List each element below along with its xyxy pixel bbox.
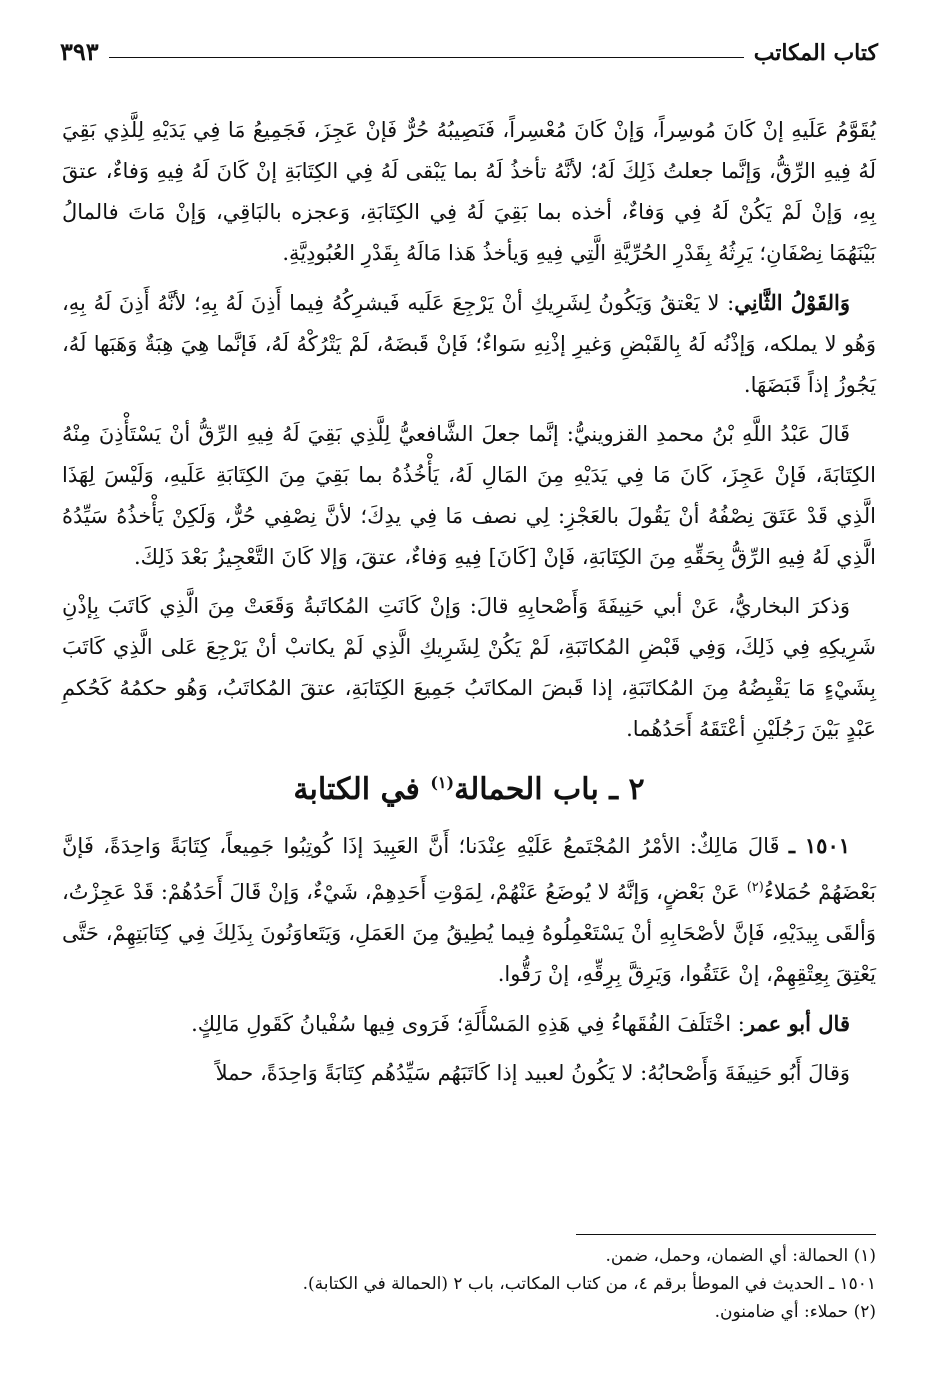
abu-umar-text: : اخْتَلَفَ الفُقَهاءُ فِي هَذِهِ المَسْأَلَةِ؛ فَرَوى فِيها سُفْيانُ كَقَولِ مَالِكٍ. bbox=[191, 1012, 745, 1036]
paragraph-3: قَالَ عَبْدُ اللَّهِ بْنُ محمدِ القزوينيُّ: إنَّما جعلَ الشَّافعيُّ لِلَّذِي بَقِيَ لَهُ فِيهِ الرِّقُّ أنْ يَسْتَأْذِنَ مِنْهُ الكِتَابَةَ، فَإنْ عَجِزَ، كَانَ مَا فِي يَدَيْهِ مِنَ المَالِ لَهُ، يَأْخُذُهُ بما بَقِيَ مِنَ الكِتَابَةِ عَلَيهِ، وَلَيْسَ لِهَذَا الَّذِي قَدْ عَتَقَ نِصْفُهُ أنْ يَقُولَ بالعَجْزِ: لِي نصف مَا فِي يدِكَ؛ لأنَّ نِصْفِي حُرٌّ، وَلَكِنْ يَأْخذُهُ سَيِّدُهُ الَّذِي لَهُ فِيهِ الرِّقُّ بِحَقِّهِ مِنَ الكِتَابَةِ، فَإنْ [كَانَ] فِيهِ وَفاءٌ، عتقَ، وَإلا كَانَ التَّعْجِيزُ بَعْدَ ذَلِكَ. bbox=[62, 422, 876, 569]
paragraph-1: يُقَوَّمُ عَلَيهِ إنْ كَانَ مُوسِراً، وَإنْ كَانَ مُعْسِراً، فَنَصِيبُهُ حُرٌّ فَإنْ عَجِزَ، فَجَمِيعُ مَا فِي يَدَيْهِ لِلَّذِي بَقِيَ لَهُ فِيهِ الرِّقُّ، وَإنَّما جعلتُ ذَلِكَ لَهُ؛ لأنَّهُ تأخذُ لَهُ بما يَبْقى لَهُ فِي الكِتَابَةِ إنْ كَانَ لَهُ فِيهِ وَفاءٌ، عتقَ بِهِ، وَإنْ لَمْ يَكُنْ لَهُ فِي وَفاءٌ، أخذه بما بَقِيَ لَهُ فِي الكِتَابَةِ، وَعجزه بالبَاقِي، وَإنْ مَاتَ فالمالُ بَيْنَهُمَا نِصْفَانِ؛ يَرِثُهُ بِقَدْرِ الحُرِّيَّةِ الَّتِي فِيهِ وَيأخذُ هَذا مَالَهُ بِقَدْرِ العُبُودِيَّةِ. bbox=[62, 118, 876, 265]
chapter-heading bbox=[62, 758, 876, 815]
footnote-hadith: ١٥٠١ ـ الحديث في الموطأ برقم ٤، من كتاب المكاتب، باب ٢ (الحمالة في الكتابة). bbox=[302, 1274, 876, 1294]
footnote-2: (٢) حملاء: أي ضامنون. bbox=[714, 1302, 876, 1322]
hadith-footnote-mark: (٢) bbox=[746, 880, 764, 895]
footnote-separator bbox=[576, 1234, 876, 1235]
page-number: ٣٩٣ bbox=[60, 37, 99, 66]
paragraph-2-text: : لا يَعْتقُ وَيَكُونُ لِشَرِيكِ أنْ يَرْجِعَ عَلَيه فَيشرِكُهُ فِيما أَذِنَ لَهُ بِهِ؛ لأنَّهُ أَذِنَ لَهُ بِهِ، وَهُو لا يملكه، وَإذْنُه لَهُ بِالقَبْضِ وَغيرِ إذْنِهِ سَواءٌ؛ فَإنْ قَبضَهُ، لَمْ يَتْرُكْهُ لَهُ، فَإنَّما هِيَ هِبَةٌ وَهَبَها لَهُ، يَجُوزُ إذاً قَبَضَهَا. bbox=[62, 291, 876, 397]
chapter-title-suffix: في الكتابة bbox=[293, 772, 431, 807]
chapter-footnote-mark: (١) bbox=[430, 773, 455, 792]
paragraph-2 bbox=[62, 282, 876, 406]
header-rule bbox=[109, 57, 744, 58]
hadith-number: ١٥٠١ ـ bbox=[788, 833, 851, 858]
main-text bbox=[62, 110, 876, 1102]
chapter-title: ٢ ـ باب الحمالة bbox=[454, 772, 645, 807]
abu-umar-paragraph bbox=[62, 1003, 876, 1045]
hadith-text-b: عَنْ بَعْضٍ، وَإنَّهُ لا يُوضَعُ عَنْهُمْ، لِمَوْتِ أَحَدِهِمْ، شَيْءٌ، وَإنْ قَالَ أَحَدُهُمْ: قَدْ عَجِزْتُ، وَألقَى بِيدَيْهِ، فَإنَّ لأصْحَابِهِ أنْ يَسْتَعْمِلُوهُ فِيما يُطِيقُ مِنَ العَمَلِ، وَيَتَعاوَنُونَ بِذَلِكَ فِي كِتَابَتِهِمْ، حَتَّى يَعْتِقَ بِعِتْقِهِمْ، إنْ عَتَقُوا، وَيَرِقَّ بِرِقِّهِ، إنْ رَقُّوا. bbox=[62, 880, 876, 986]
hadith-text-a: قَالَ مَالِكٌ: الأمْرُ المُجْتَمعُ عَلَيْهِ عِنْدَنا؛ أَنَّ العَبِيدَ إذَا كُوتِبُوا جَمِيعاً، كِتَابَةً وَاحِدَةً، فَإنَّ بَعْضَهُمْ حُمَلاءُ bbox=[62, 834, 876, 904]
running-title: كتاب المكاتب bbox=[753, 40, 878, 66]
footnotes bbox=[62, 1242, 876, 1326]
last-paragraph: وَقالَ أَبُو حَنِيفَةَ وَأَصْحابُهُ: لا يَكُونُ لعبيد إذا كَاتَبَهُم سَيِّدُهُم كِتَابَةً وَاحِدَةً، حملاً bbox=[215, 1061, 850, 1085]
second-opinion-lead: وَالقَوْلُ الثَّانِي bbox=[734, 290, 850, 315]
footnote-1: (١) الحمالة: أي الضمان، وحمل، ضمن. bbox=[605, 1246, 876, 1266]
page-header bbox=[60, 30, 878, 70]
paragraph-4: وَذكرَ البخاريُّ، عَنْ أبي حَنِيفَةَ وَأَصْحابِهِ قالَ: وَإنْ كَانَتِ المُكاتَبةُ وَقَعَتْ مِنَ الَّذِي كَاتَبَ بِإذْنِ شَرِيكِهِ فِي ذَلِكَ، وَفِي قَبْضِ المُكاتَبَةِ، لَمْ يَكُنْ لِشَرِيكِ الَّذِي لَمْ يكاتبْ أنْ يَرْجِعَ عَلى الَّذِي كَاتَبَ بِشَيْءٍ مَا يَقْبِضُهُ مِنَ المُكاتَبَةِ، إذا قَبضَ المكاتَبُ جَمِيعَ الكِتَابَةِ، عتقَ المُكاتَبُ، وَهُو حكمُهُ كَحُكمِ عَبْدٍ بَيْنَ رَجُلَيْنِ أعْتَقَهُ أَحَدُهُما. bbox=[62, 594, 876, 741]
abu-umar-lead: قال أبو عمر bbox=[744, 1011, 850, 1036]
hadith-paragraph bbox=[62, 825, 876, 995]
